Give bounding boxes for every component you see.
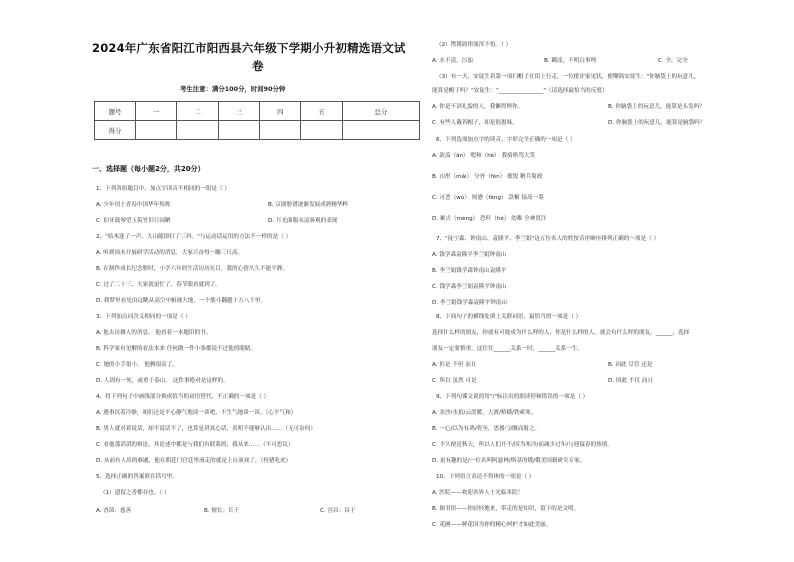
question-line: C. 她的小手很小。 他俩很高了。 (96, 362, 178, 368)
option-text: A. 水不清，污浊 (432, 58, 473, 64)
score-cell[interactable] (342, 121, 419, 140)
question-line: 3、下列加点词含义相同的一项是（ ） (96, 314, 191, 320)
question-line: 7、"抚宁森、钟南山、袁隆平、李兰娟"这五位名人的姓按音序顺序排列正确的一项是（ ） (436, 236, 660, 242)
option-text: C. 有些人戴着帽子，却是很愚昧。 (432, 120, 518, 126)
question-line: 9、下列句课文说的用"/"标注出的朗读停顿错误的一项是（ ） (436, 394, 589, 400)
option-text: C. 不久便是秋天，所以人们开不/因为寒冷/而减少过年/与迎接春的热情。 (432, 442, 613, 448)
option-text: C. 花圃——鲜花因为你的精心呵护才如此美丽。 (432, 522, 552, 528)
option-text: B. 山彤（mǎi） 分外（fèn） 敏锐 精兵简政 (432, 174, 543, 180)
option-text: C. 全，完全 (658, 58, 688, 64)
option-text: C. 伯牙鼓琴望玉筑竹旧日园陋 (96, 218, 171, 224)
question-line: D. 从前有人出的难题，他在朝廷门宫廷里流走的就是上台演戏了。（扮猪吃虎） (96, 458, 292, 464)
question-line: （1）遗留之香都存也。（ ） (100, 490, 170, 496)
question-line: 10、下列语言表达不得体的一项是（ ） (436, 474, 535, 480)
question-line: D. 我梦里看见由远眺从高空中俯视大地，一个筋斗翻越十万八千里。 (96, 298, 267, 304)
option-text: A. 香茵：慈善 (96, 508, 132, 514)
score-row-label: 得分 (95, 121, 136, 140)
score-header-cell: 题号 (95, 102, 136, 121)
question-line: 选择什么样的朋友，你就有可能成为什么样的人；你是什么样的人，就会有什么样的朋友。______，选择 (432, 330, 690, 336)
option-text: B. 图书馆——你轻轻地来，带走的是知识，留下的是文明。 (432, 506, 580, 512)
score-table-score-row (95, 121, 420, 140)
score-cell[interactable] (260, 121, 301, 140)
score-header-cell: 五 (301, 102, 342, 121)
option-text: B. 你脑袋上的玩意儿，能算是头发吗？ (608, 104, 705, 110)
option-text: C. 可恶（wù） 烦懑（fèng） 款椒 接高一筹 (432, 195, 544, 201)
score-header-cell: 总分 (342, 102, 419, 121)
option-text: D. 因此 不仅 而且 (608, 378, 653, 384)
question-line: B. 在制作成长纪念册时，小学六年的生活历历在目，我的心情久久不能平静。 (96, 266, 288, 272)
question-line: D. 人固有一死，或重于泰山。 这件事绝对是这样的。 (96, 378, 229, 384)
score-header-cell: 二 (177, 102, 218, 121)
score-cell[interactable] (301, 121, 342, 140)
option-text: D. 李兰娟钱学森袁隆平钟南山 (432, 300, 507, 306)
option-text: A. 少年闰土青春中国华年烁烁 (96, 202, 171, 208)
question-line: A. 听到周末开展研学活动的消息，大家兴奋得一蹦三尺高。 (96, 250, 244, 256)
score-header-cell: 三 (218, 102, 259, 121)
option-text: B. 因此 尽管 还是 (608, 362, 653, 368)
question-line: B. 男人就对着说话，却不说话不了，也算是讲真心话，表明不能够认出……（无可奈何） (96, 426, 316, 432)
option-text: B. 擅长：长于 (204, 508, 240, 514)
question-line: A. 他去访做人的消息。 他看着一本题旧的书。 (96, 330, 212, 336)
option-text: A. 金沙/水拍/云崖暖，大渡/桥横/铁索寒。 (432, 410, 537, 416)
paper-title-line1: 2024年广东省阳江市阳西县六年级下学期小升初精选语文试 (92, 41, 406, 55)
option-text: B. 京剧脸谱逐渐发展成熟精华粹 (268, 202, 349, 208)
question-line: C. 过了二十三，大家就更忙了，春节眼看就到了。 (96, 282, 221, 288)
option-text: D. 更有趣的是/一位名叫阿瑟林/斯基的俄/俄美国籍研究专家。 (432, 458, 586, 464)
option-text: A. 但是 不但 而且 (432, 362, 477, 368)
score-table-header-row (95, 102, 420, 121)
question-line: 1、下列各组题目中，加点字读音不相同的一组是（ ） (96, 186, 230, 192)
option-text: C. 所以 虽然 可是 (432, 378, 477, 384)
score-cell[interactable] (218, 121, 259, 140)
question-line: 能算是帽子吗？"安徒生："________________"（请选择最恰当的反驳） (432, 88, 608, 94)
score-header-cell: 一 (136, 102, 177, 121)
question-line: C. 看他那滔滔的辩论，其论述中都是与我们有联系的，我从来……（不可思议） (96, 442, 294, 448)
option-text: D. 月光曲服未凉客观的表现 (268, 218, 338, 224)
question-line: 4、将下列句子中画线部分换成恰当的词语替代，不正确的一项是（ ） (96, 394, 270, 400)
option-text: A. 钱学森袁隆平李兰娟钟南山 (432, 252, 507, 258)
question-line: B. 科学家有见解的看法本来 任何做一件小事都说不过他的眼睛。 (96, 346, 257, 352)
option-text: B. 糊涂，不明白事理 (544, 58, 597, 64)
option-text: B. 一心/以为有鸿/将至，思援弓/缴而射之。 (432, 426, 541, 432)
question-line: 2、"枯木逢了一声，大山随即打了三抖。"与运动话运用的方法不一样的是（ ） (96, 234, 292, 240)
question-line: （3）有一天，安徒生着第一项扫帽子在街上行走，一位批评家见状，便嘲讽安徒生："你脑袋上的玩意儿， (436, 74, 700, 80)
option-text: A. 你是不讲礼貌的人，我懒得理你。 (432, 104, 524, 110)
exam-note: 考生注意：满分100分，时间90分钟 (180, 85, 286, 93)
option-text: C. 钱学森李兰娟袁隆平钟南山 (432, 284, 507, 290)
question-line: 6、下列选项加点字的读音、字形完全正确的一项是（ ） (436, 137, 576, 143)
score-table (94, 101, 420, 140)
section-heading: 一、选择题（每小题2分，共20分） (92, 165, 205, 173)
question-line: 8、下面句子的横线处填上关联词语，最恰当的一项是（ ） (436, 314, 582, 320)
question-line: A. 遇事沉着冷静，咱们还是平心静气地谈一谈吧，不生气地谈一谈。（心平气和） (96, 410, 297, 416)
score-cell[interactable] (177, 121, 218, 140)
score-cell[interactable] (136, 121, 177, 140)
option-text: D. 累吉（mèng） 恐吓（hè） 幼稚 全神贯注 (432, 216, 547, 222)
question-line: （2）铿锵韵律深浑不怕。（ ） (436, 42, 512, 48)
score-header-cell: 四 (260, 102, 301, 121)
question-line: 朋友一定要慎重，这往往______关系一时，______关系一生。 (432, 346, 584, 352)
option-text: C. 宫昌：昌于 (320, 508, 356, 514)
option-text: B. 李兰娟钱学森钟南山袁隆平 (432, 268, 507, 274)
option-text: A. 歆羡（ān） 嗯和（hè） 我骑哄骂大笑 (432, 153, 536, 159)
option-text: A. 医院——欢迎各界人士光临本院！ (432, 490, 524, 496)
option-text: D. 你脑袋上的玩意儿，能算是脑袋吗？ (608, 120, 706, 126)
question-line: 5、选择正确的答案填在括号里。 (96, 474, 178, 480)
paper-title-line2: 卷 (252, 59, 264, 73)
